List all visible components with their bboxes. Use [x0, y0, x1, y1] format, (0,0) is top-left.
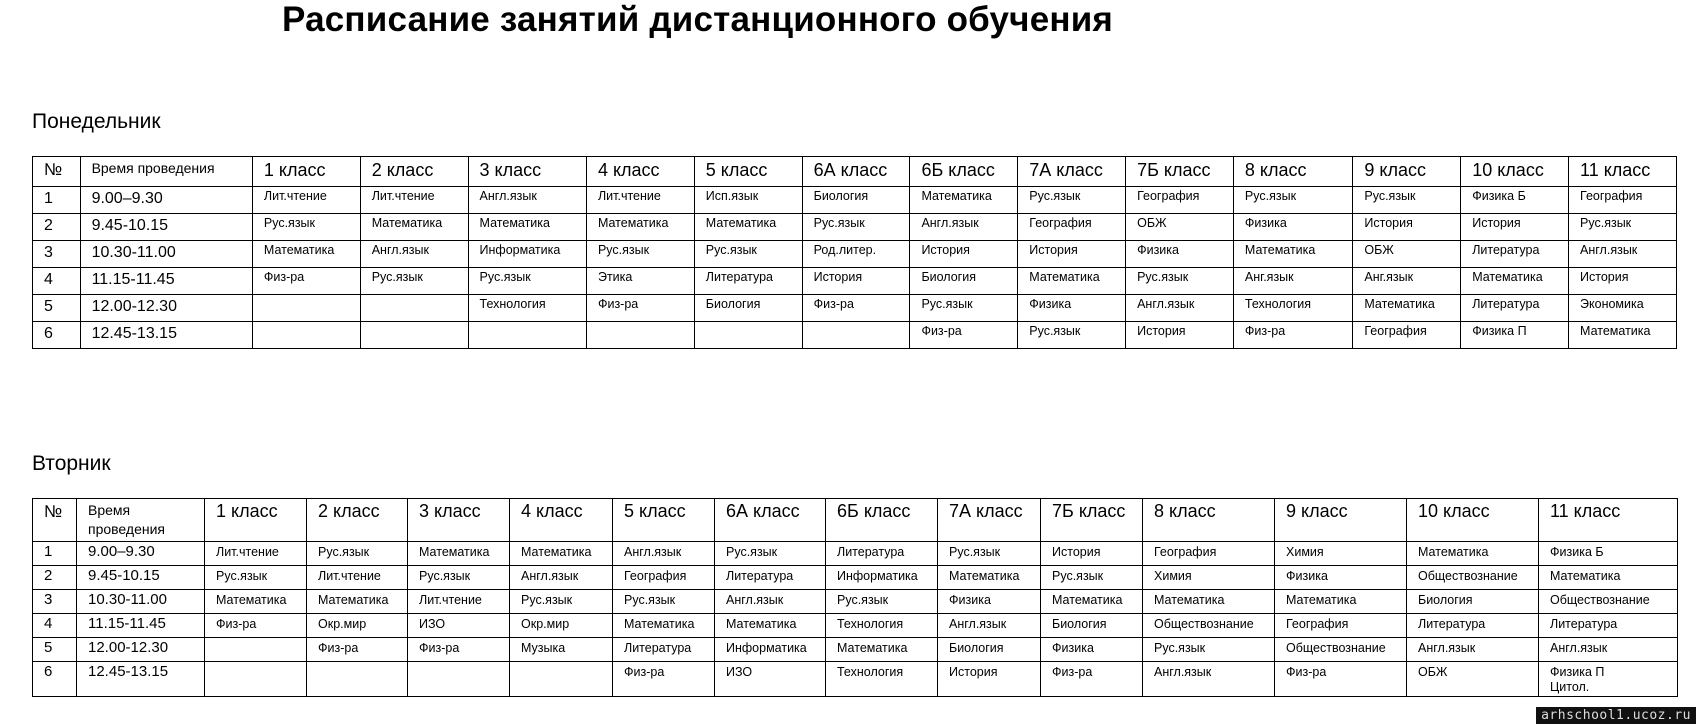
lesson-cell: [252, 295, 360, 322]
lesson-cell: Рус.язык: [1018, 322, 1126, 349]
lesson-cell: Литература: [613, 638, 715, 662]
header-class: 6А класс: [715, 499, 826, 542]
lesson-cell: [307, 662, 408, 697]
lesson-time: 11.15-11.45: [80, 268, 252, 295]
lesson-row: [33, 614, 1678, 638]
lesson-cell: Рус.язык: [586, 241, 694, 268]
lesson-cell: Обществознание: [1143, 614, 1275, 638]
lesson-cell: География: [1569, 187, 1677, 214]
header-class: 8 класс: [1143, 499, 1275, 542]
lesson-cell: Биология: [938, 638, 1041, 662]
lesson-cell: Математика: [1233, 241, 1352, 268]
lesson-cell: Анг.язык: [1233, 268, 1352, 295]
lesson-cell: Математика: [1143, 590, 1275, 614]
lesson-cell: Физика П: [1461, 322, 1569, 349]
lesson-cell: История: [938, 662, 1041, 697]
lesson-cell: Математика: [408, 542, 510, 566]
header-class: 1 класс: [205, 499, 307, 542]
lesson-cell: Рус.язык: [938, 542, 1041, 566]
lesson-cell: Рус.язык: [205, 566, 307, 590]
lesson-cell: Англ.язык: [1539, 638, 1678, 662]
lesson-number: 6: [33, 322, 81, 349]
lesson-cell: Математика: [1018, 268, 1126, 295]
lesson-cell: Физика: [1233, 214, 1352, 241]
lesson-row: [33, 542, 1678, 566]
lesson-number: 1: [33, 187, 81, 214]
lesson-cell: Математика: [1539, 566, 1678, 590]
header-class: 2 класс: [307, 499, 408, 542]
lesson-cell: Математика: [715, 614, 826, 638]
lesson-cell: Математика: [910, 187, 1018, 214]
header-class: 7Б класс: [1041, 499, 1143, 542]
lesson-cell: [205, 638, 307, 662]
header-class: 5 класс: [694, 157, 802, 187]
lesson-cell: География: [1018, 214, 1126, 241]
header-class: 4 класс: [586, 157, 694, 187]
lesson-cell: Физ-ра: [586, 295, 694, 322]
page-title: Расписание занятий дистанционного обучения: [282, 0, 1114, 39]
lesson-cell: Род.литер.: [802, 241, 910, 268]
lesson-time: 9.00–9.30: [77, 542, 205, 566]
lesson-cell: Англ.язык: [1407, 638, 1539, 662]
lesson-cell: История: [1126, 322, 1234, 349]
lesson-cell: Лит.чтение: [408, 590, 510, 614]
lesson-number: 4: [33, 268, 81, 295]
lesson-cell: Химия: [1275, 542, 1407, 566]
lesson-cell: Рус.язык: [1143, 638, 1275, 662]
lesson-row: [33, 322, 1677, 349]
lesson-cell: Рус.язык: [694, 241, 802, 268]
lesson-cell: Рус.язык: [307, 542, 408, 566]
lesson-cell: [510, 662, 613, 697]
lesson-cell: Математика: [1461, 268, 1569, 295]
lesson-cell: Англ.язык: [360, 241, 468, 268]
lesson-cell: Математика: [1407, 542, 1539, 566]
lesson-time: 12.00-12.30: [77, 638, 205, 662]
lesson-cell: Англ.язык: [468, 187, 586, 214]
lesson-cell: Информатика: [826, 566, 938, 590]
lesson-cell: Рус.язык: [408, 566, 510, 590]
lesson-cell: Исп.язык: [694, 187, 802, 214]
header-class: 7А класс: [938, 499, 1041, 542]
lesson-time: 10.30-11.00: [77, 590, 205, 614]
lesson-cell: Математика: [613, 614, 715, 638]
lesson-cell: Физ-ра: [307, 638, 408, 662]
lesson-cell: Физ-ра: [205, 614, 307, 638]
lesson-cell: Литература: [826, 542, 938, 566]
lesson-cell: Технология: [826, 614, 938, 638]
lesson-cell: История: [802, 268, 910, 295]
lesson-cell: Рус.язык: [468, 268, 586, 295]
lesson-cell: Лит.чтение: [586, 187, 694, 214]
lesson-cell: Рус.язык: [715, 542, 826, 566]
lesson-number: 2: [33, 214, 81, 241]
lesson-cell: Рус.язык: [826, 590, 938, 614]
header-class: 8 класс: [1233, 157, 1352, 187]
lesson-cell: Экономика: [1569, 295, 1677, 322]
lesson-row: [33, 638, 1678, 662]
lesson-cell: Лит.чтение: [252, 187, 360, 214]
lesson-cell: Лит.чтение: [307, 566, 408, 590]
lesson-cell: Математика: [694, 214, 802, 241]
lesson-cell: Рус.язык: [1018, 187, 1126, 214]
lesson-cell: ИЗО: [715, 662, 826, 697]
header-number: №: [33, 157, 81, 187]
lesson-cell: Рус.язык: [613, 590, 715, 614]
lesson-cell: Физ-ра: [1233, 322, 1352, 349]
lesson-cell: Физ-ра: [613, 662, 715, 697]
lesson-number: 5: [33, 295, 81, 322]
lesson-row: [33, 187, 1677, 214]
header-class: 9 класс: [1275, 499, 1407, 542]
lesson-cell: Обществознание: [1539, 590, 1678, 614]
lesson-cell: Физика П Цитол.: [1539, 662, 1678, 697]
lesson-cell: Физика Б: [1461, 187, 1569, 214]
lesson-cell: История: [1569, 268, 1677, 295]
header-class: 7Б класс: [1126, 157, 1234, 187]
header-row: [33, 499, 1678, 542]
lesson-number: 2: [33, 566, 77, 590]
lesson-cell: Физ-ра: [802, 295, 910, 322]
header-class: 6Б класс: [826, 499, 938, 542]
lesson-number: 5: [33, 638, 77, 662]
lesson-cell: Математика: [1569, 322, 1677, 349]
schedule-table-tuesday: [32, 498, 1678, 697]
lesson-cell: Физ-ра: [1275, 662, 1407, 697]
site-watermark: arhschool1.ucoz.ru: [1536, 707, 1696, 724]
lesson-number: 1: [33, 542, 77, 566]
lesson-number: 6: [33, 662, 77, 697]
lesson-cell: Биология: [1407, 590, 1539, 614]
lesson-cell: Рус.язык: [1569, 214, 1677, 241]
lesson-cell: Математика: [252, 241, 360, 268]
lesson-time: 10.30-11.00: [80, 241, 252, 268]
day-heading-tuesday: Вторник: [32, 452, 111, 475]
lesson-cell: Математика: [1041, 590, 1143, 614]
lesson-cell: География: [1275, 614, 1407, 638]
lesson-cell: ОБЖ: [1126, 214, 1234, 241]
lesson-cell: Лит.чтение: [205, 542, 307, 566]
lesson-row: [33, 295, 1677, 322]
header-time: Время проведения: [77, 499, 205, 542]
header-class: 3 класс: [408, 499, 510, 542]
lesson-cell: ОБЖ: [1353, 241, 1461, 268]
lesson-cell: География: [1353, 322, 1461, 349]
header-class: 10 класс: [1461, 157, 1569, 187]
header-class: 2 класс: [360, 157, 468, 187]
lesson-cell: Англ.язык: [1143, 662, 1275, 697]
header-class: 11 класс: [1539, 499, 1678, 542]
lesson-cell: [360, 322, 468, 349]
lesson-cell: Рус.язык: [1353, 187, 1461, 214]
lesson-cell: Физика: [1275, 566, 1407, 590]
lesson-cell: Рус.язык: [1233, 187, 1352, 214]
header-class: 4 класс: [510, 499, 613, 542]
lesson-row: [33, 241, 1677, 268]
header-class: 5 класс: [613, 499, 715, 542]
lesson-cell: Физ-ра: [408, 638, 510, 662]
lesson-time: 9.00–9.30: [80, 187, 252, 214]
header-class: 11 класс: [1569, 157, 1677, 187]
lesson-time: 12.00-12.30: [80, 295, 252, 322]
day-heading-monday: Понедельник: [32, 110, 161, 133]
header-class: 10 класс: [1407, 499, 1539, 542]
lesson-cell: Окр.мир: [307, 614, 408, 638]
lesson-row: [33, 566, 1678, 590]
lesson-cell: Рус.язык: [510, 590, 613, 614]
lesson-time: 9.45-10.15: [77, 566, 205, 590]
lesson-cell: Биология: [1041, 614, 1143, 638]
lesson-cell: География: [1126, 187, 1234, 214]
lesson-cell: Биология: [694, 295, 802, 322]
header-class: 6А класс: [802, 157, 910, 187]
lesson-time: 9.45-10.15: [80, 214, 252, 241]
lesson-cell: [802, 322, 910, 349]
lesson-number: 3: [33, 590, 77, 614]
lesson-cell: Литература: [1461, 241, 1569, 268]
header-class: 7А класс: [1018, 157, 1126, 187]
lesson-cell: Рус.язык: [1041, 566, 1143, 590]
lesson-cell: Анг.язык: [1353, 268, 1461, 295]
lesson-cell: [586, 322, 694, 349]
lesson-cell: Технология: [1233, 295, 1352, 322]
lesson-cell: Математика: [826, 638, 938, 662]
lesson-cell: Литература: [1461, 295, 1569, 322]
lesson-number: 4: [33, 614, 77, 638]
lesson-cell: Технология: [826, 662, 938, 697]
lesson-cell: Математика: [468, 214, 586, 241]
lesson-cell: Этика: [586, 268, 694, 295]
lesson-cell: Физ-ра: [252, 268, 360, 295]
lesson-cell: География: [613, 566, 715, 590]
lesson-cell: Математика: [586, 214, 694, 241]
lesson-row: [33, 268, 1677, 295]
lesson-cell: Англ.язык: [613, 542, 715, 566]
lesson-cell: Англ.язык: [510, 566, 613, 590]
header-class: 3 класс: [468, 157, 586, 187]
lesson-cell: Англ.язык: [1569, 241, 1677, 268]
lesson-cell: Окр.мир: [510, 614, 613, 638]
lesson-cell: Математика: [510, 542, 613, 566]
lesson-cell: Обществознание: [1275, 638, 1407, 662]
lesson-number: 3: [33, 241, 81, 268]
header-row: [33, 157, 1677, 187]
lesson-time: 11.15-11.45: [77, 614, 205, 638]
lesson-cell: Физ-ра: [1041, 662, 1143, 697]
header-time: Время проведения: [80, 157, 252, 187]
lesson-cell: География: [1143, 542, 1275, 566]
lesson-cell: Рус.язык: [1126, 268, 1234, 295]
lesson-cell: Математика: [1353, 295, 1461, 322]
header-class: 6Б класс: [910, 157, 1018, 187]
schedule-table-monday: [32, 156, 1677, 349]
lesson-cell: Обществознание: [1407, 566, 1539, 590]
lesson-cell: [360, 295, 468, 322]
lesson-cell: Физика Б: [1539, 542, 1678, 566]
lesson-cell: История: [1461, 214, 1569, 241]
lesson-cell: Лит.чтение: [360, 187, 468, 214]
lesson-cell: Информатика: [468, 241, 586, 268]
lesson-row: [33, 662, 1678, 697]
lesson-cell: Математика: [307, 590, 408, 614]
lesson-cell: Музыка: [510, 638, 613, 662]
lesson-cell: Физ-ра: [910, 322, 1018, 349]
lesson-cell: Рус.язык: [802, 214, 910, 241]
lesson-cell: Англ.язык: [938, 614, 1041, 638]
lesson-cell: Математика: [360, 214, 468, 241]
lesson-cell: Информатика: [715, 638, 826, 662]
lesson-cell: Физика: [938, 590, 1041, 614]
lesson-cell: Англ.язык: [715, 590, 826, 614]
lesson-cell: История: [910, 241, 1018, 268]
lesson-cell: Биология: [910, 268, 1018, 295]
lesson-cell: [694, 322, 802, 349]
header-number: №: [33, 499, 77, 542]
lesson-cell: ОБЖ: [1407, 662, 1539, 697]
lesson-cell: История: [1041, 542, 1143, 566]
lesson-cell: История: [1018, 241, 1126, 268]
lesson-cell: Физика: [1126, 241, 1234, 268]
lesson-cell: Англ.язык: [1126, 295, 1234, 322]
lesson-cell: История: [1353, 214, 1461, 241]
lesson-cell: Физика: [1018, 295, 1126, 322]
header-class: 1 класс: [252, 157, 360, 187]
header-class: 9 класс: [1353, 157, 1461, 187]
lesson-cell: Математика: [938, 566, 1041, 590]
lesson-cell: [205, 662, 307, 697]
lesson-cell: Рус.язык: [910, 295, 1018, 322]
lesson-cell: [468, 322, 586, 349]
lesson-cell: Литература: [1407, 614, 1539, 638]
lesson-time: 12.45-13.15: [77, 662, 205, 697]
lesson-cell: ИЗО: [408, 614, 510, 638]
lesson-cell: Литература: [694, 268, 802, 295]
lesson-time: 12.45-13.15: [80, 322, 252, 349]
lesson-cell: Литература: [1539, 614, 1678, 638]
lesson-cell: Физика: [1041, 638, 1143, 662]
lesson-cell: Технология: [468, 295, 586, 322]
lesson-cell: Математика: [205, 590, 307, 614]
lesson-cell: Математика: [1275, 590, 1407, 614]
lesson-cell: Литература: [715, 566, 826, 590]
lesson-cell: Англ.язык: [910, 214, 1018, 241]
lesson-cell: Биология: [802, 187, 910, 214]
lesson-cell: [408, 662, 510, 697]
lesson-cell: Химия: [1143, 566, 1275, 590]
lesson-row: [33, 214, 1677, 241]
lesson-cell: Рус.язык: [360, 268, 468, 295]
lesson-row: [33, 590, 1678, 614]
lesson-cell: Рус.язык: [252, 214, 360, 241]
lesson-cell: [252, 322, 360, 349]
